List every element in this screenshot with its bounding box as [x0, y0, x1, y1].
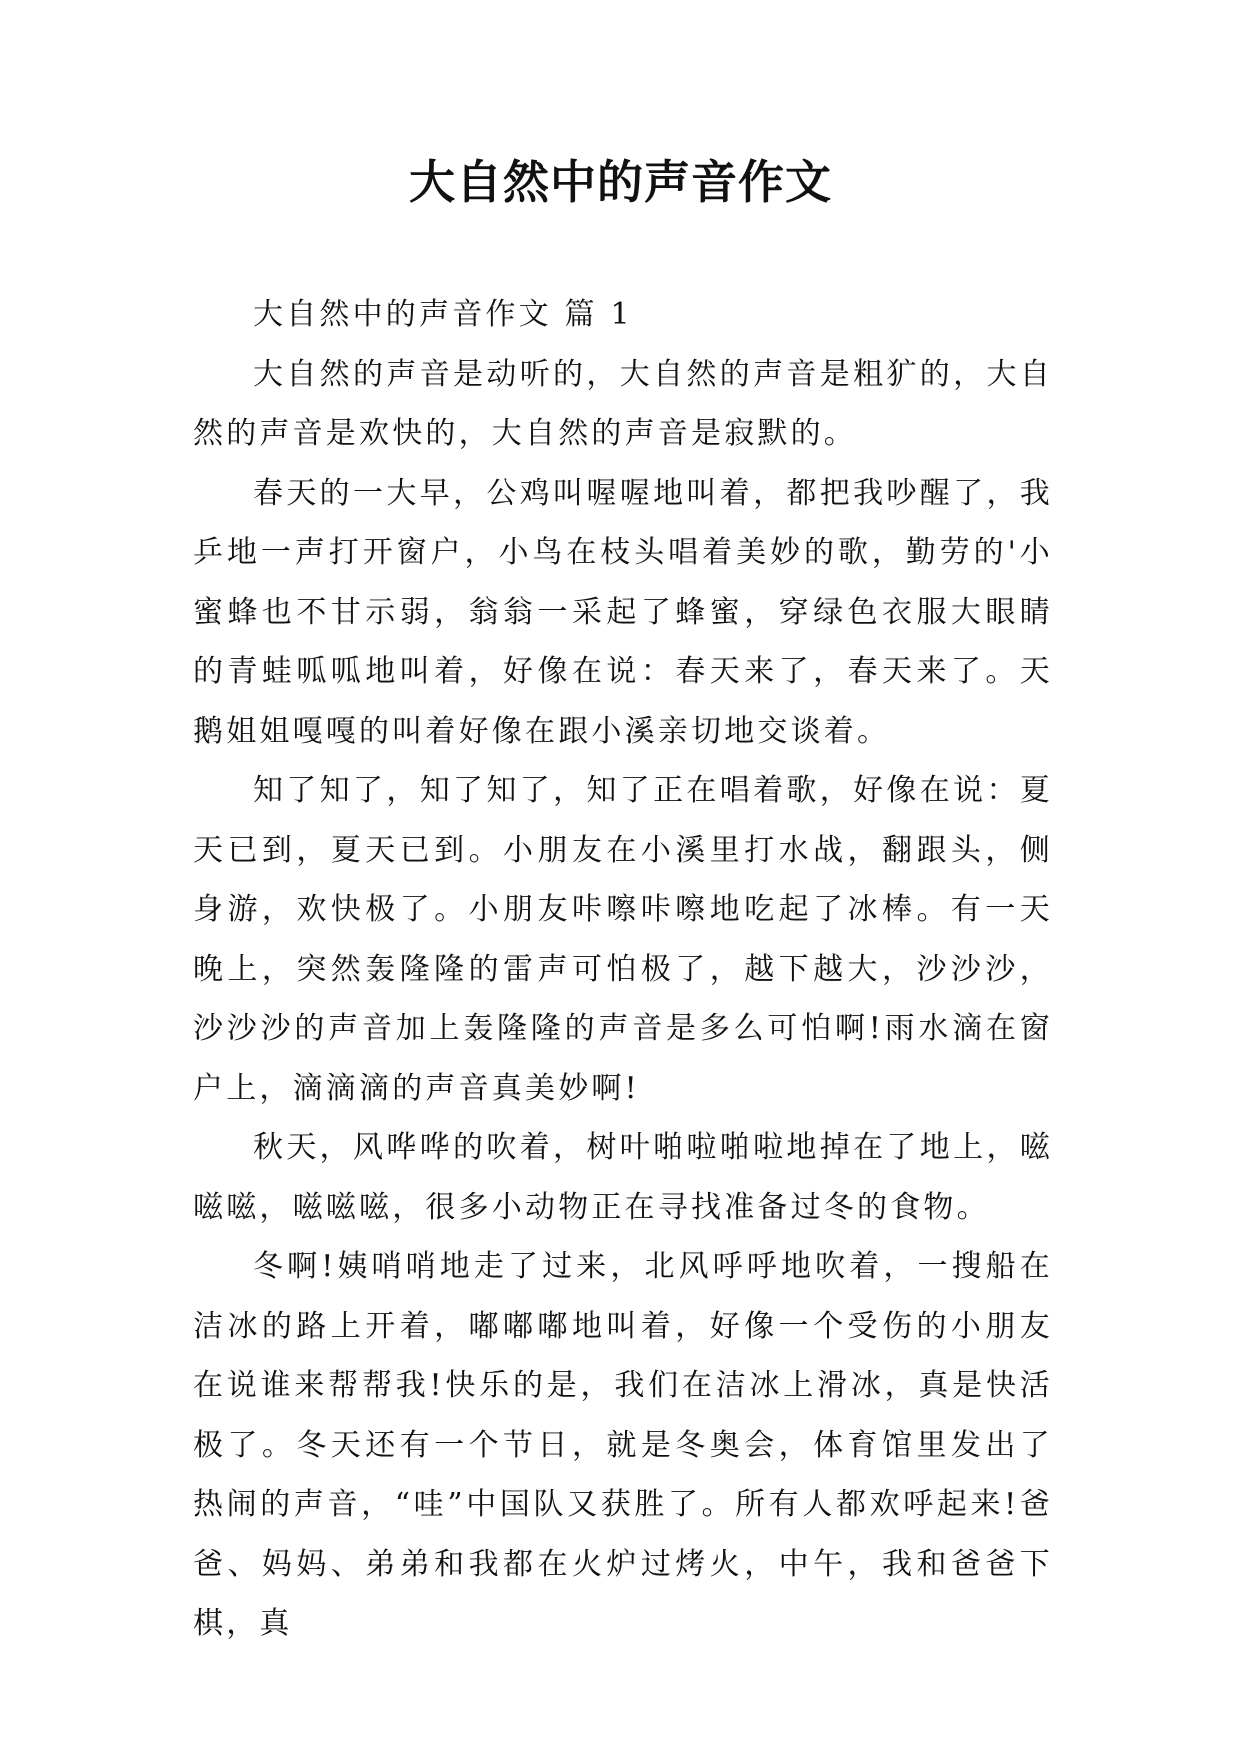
- document-body: [193, 285, 1053, 1654]
- paragraph-intro: 大自然的声音是动听的，大自然的声音是粗犷的，大自然的声音是欢快的，大自然的声音是寂默的。: [193, 356, 1053, 451]
- paragraph-spring: 春天的一大早，公鸡叫喔喔地叫着，都把我吵醒了，我乒地一声打开窗户，小鸟在枝头唱着美妙的歌，勤劳的'小蜜蜂也不甘示弱，翁翁一采起了蜂蜜，穿绿色衣服大眼睛的青蛙呱呱地叫着，好像在说：春天来了，春天来了。天鹅姐姐嘎嘎的叫着好像在跟小溪亲切地交谈着。: [193, 475, 1053, 749]
- paragraph-winter: 冬啊!姨哨哨地走了过来，北风呼呼地吹着，一搜船在洁冰的路上开着，嘟嘟嘟地叫着，好像一个受伤的小朋友在说谁来帮帮我!快乐的是，我们在洁冰上滑冰，真是快活极了。冬天还有一个节日，就是冬奥会，体育馆里发出了热闹的声音，“哇”中国队又获胜了。所有人都欢呼起来!爸爸、妈妈、弟弟和我都在火炉过烤火，中午，我和爸爸下棋，真: [193, 1249, 1053, 1641]
- paragraph-autumn: 秋天，风哗哗的吹着，树叶啪啦啪啦地掉在了地上，嗞嗞嗞，嗞嗞嗞，很多小动物正在寻找准备过冬的食物。: [193, 1130, 1053, 1225]
- document-title: 大自然中的声音作文: [409, 155, 832, 209]
- paragraph-summer: 知了知了，知了知了，知了正在唱着歌，好像在说：夏天已到，夏天已到。小朋友在小溪里打水战，翻跟头，侧身游，欢快极了。小朋友咔嚓咔嚓地吃起了冰棒。有一天晚上，突然轰隆隆的雷声可怕极了，越下越大，沙沙沙，沙沙沙的声音加上轰隆隆的声音是多么可怕啊!雨水滴在窗户上，滴滴滴的声音真美妙啊!: [193, 773, 1053, 1106]
- section-heading: 大自然中的声音作文 篇 1: [253, 297, 633, 332]
